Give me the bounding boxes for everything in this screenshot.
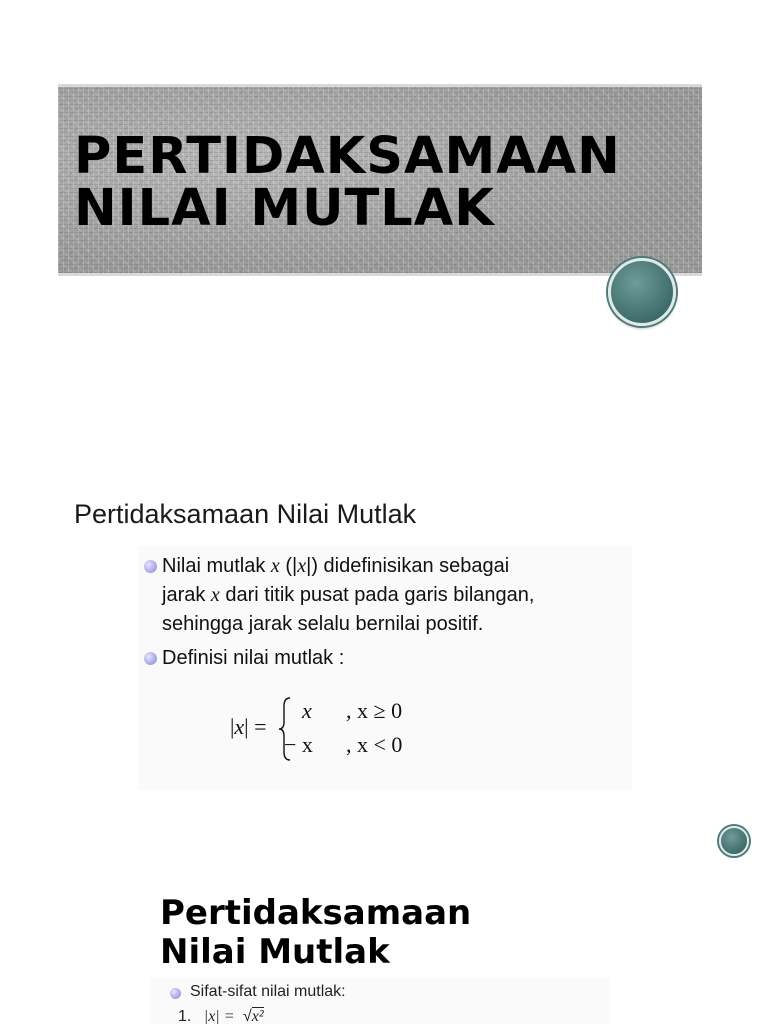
section-heading: Pertidaksamaan Nilai Mutlak [74, 499, 417, 529]
slide-title-line-1: PERTIDAKSAMAAN [74, 127, 621, 186]
bullet-line-3: sehingga jarak selalu bernilai positif. [162, 613, 484, 635]
bullet-icon [170, 988, 181, 999]
bullet-icon [144, 560, 157, 573]
case-1-expr: x [302, 698, 312, 723]
properties-bullet: Sifat-sifat nilai mutlak: [190, 983, 346, 1000]
slide-title-line-2: NILAI MUTLAK [74, 179, 495, 238]
bullet-line-2: jarak x dari titik pusat pada garis bilangan, [162, 584, 535, 606]
case-1-condition: , x ≥ 0 [346, 698, 403, 723]
property-item-1: 1. |x| = √x² [178, 1008, 264, 1024]
absolute-value-formula [230, 696, 430, 766]
properties-panel [150, 978, 610, 1024]
definition-panel: Nilai mutlak x (|x|) didefinisikan sebagai jarak x dari titik pusat pada garis bilangan, sehingga jarak selalu bernilai positif. Definisi nilai mutlak : |x| = x , x ≥ 0 − x , x < 0 [138, 546, 632, 790]
formula-lhs: |x| = [230, 714, 267, 739]
bullet-line-1: Nilai mutlak x (|x|) didefinisikan sebagai [162, 555, 510, 577]
bullet-icon [144, 652, 157, 665]
slide-title [74, 127, 621, 238]
title-banner [58, 84, 702, 276]
case-2-condition: , x < 0 [346, 732, 403, 757]
decorative-circle-icon [719, 826, 749, 856]
decorative-circle-icon [608, 258, 676, 326]
case-2-expr: − x [284, 732, 313, 757]
slide-3-title: Pertidaksamaan Nilai Mutlak [160, 893, 472, 972]
